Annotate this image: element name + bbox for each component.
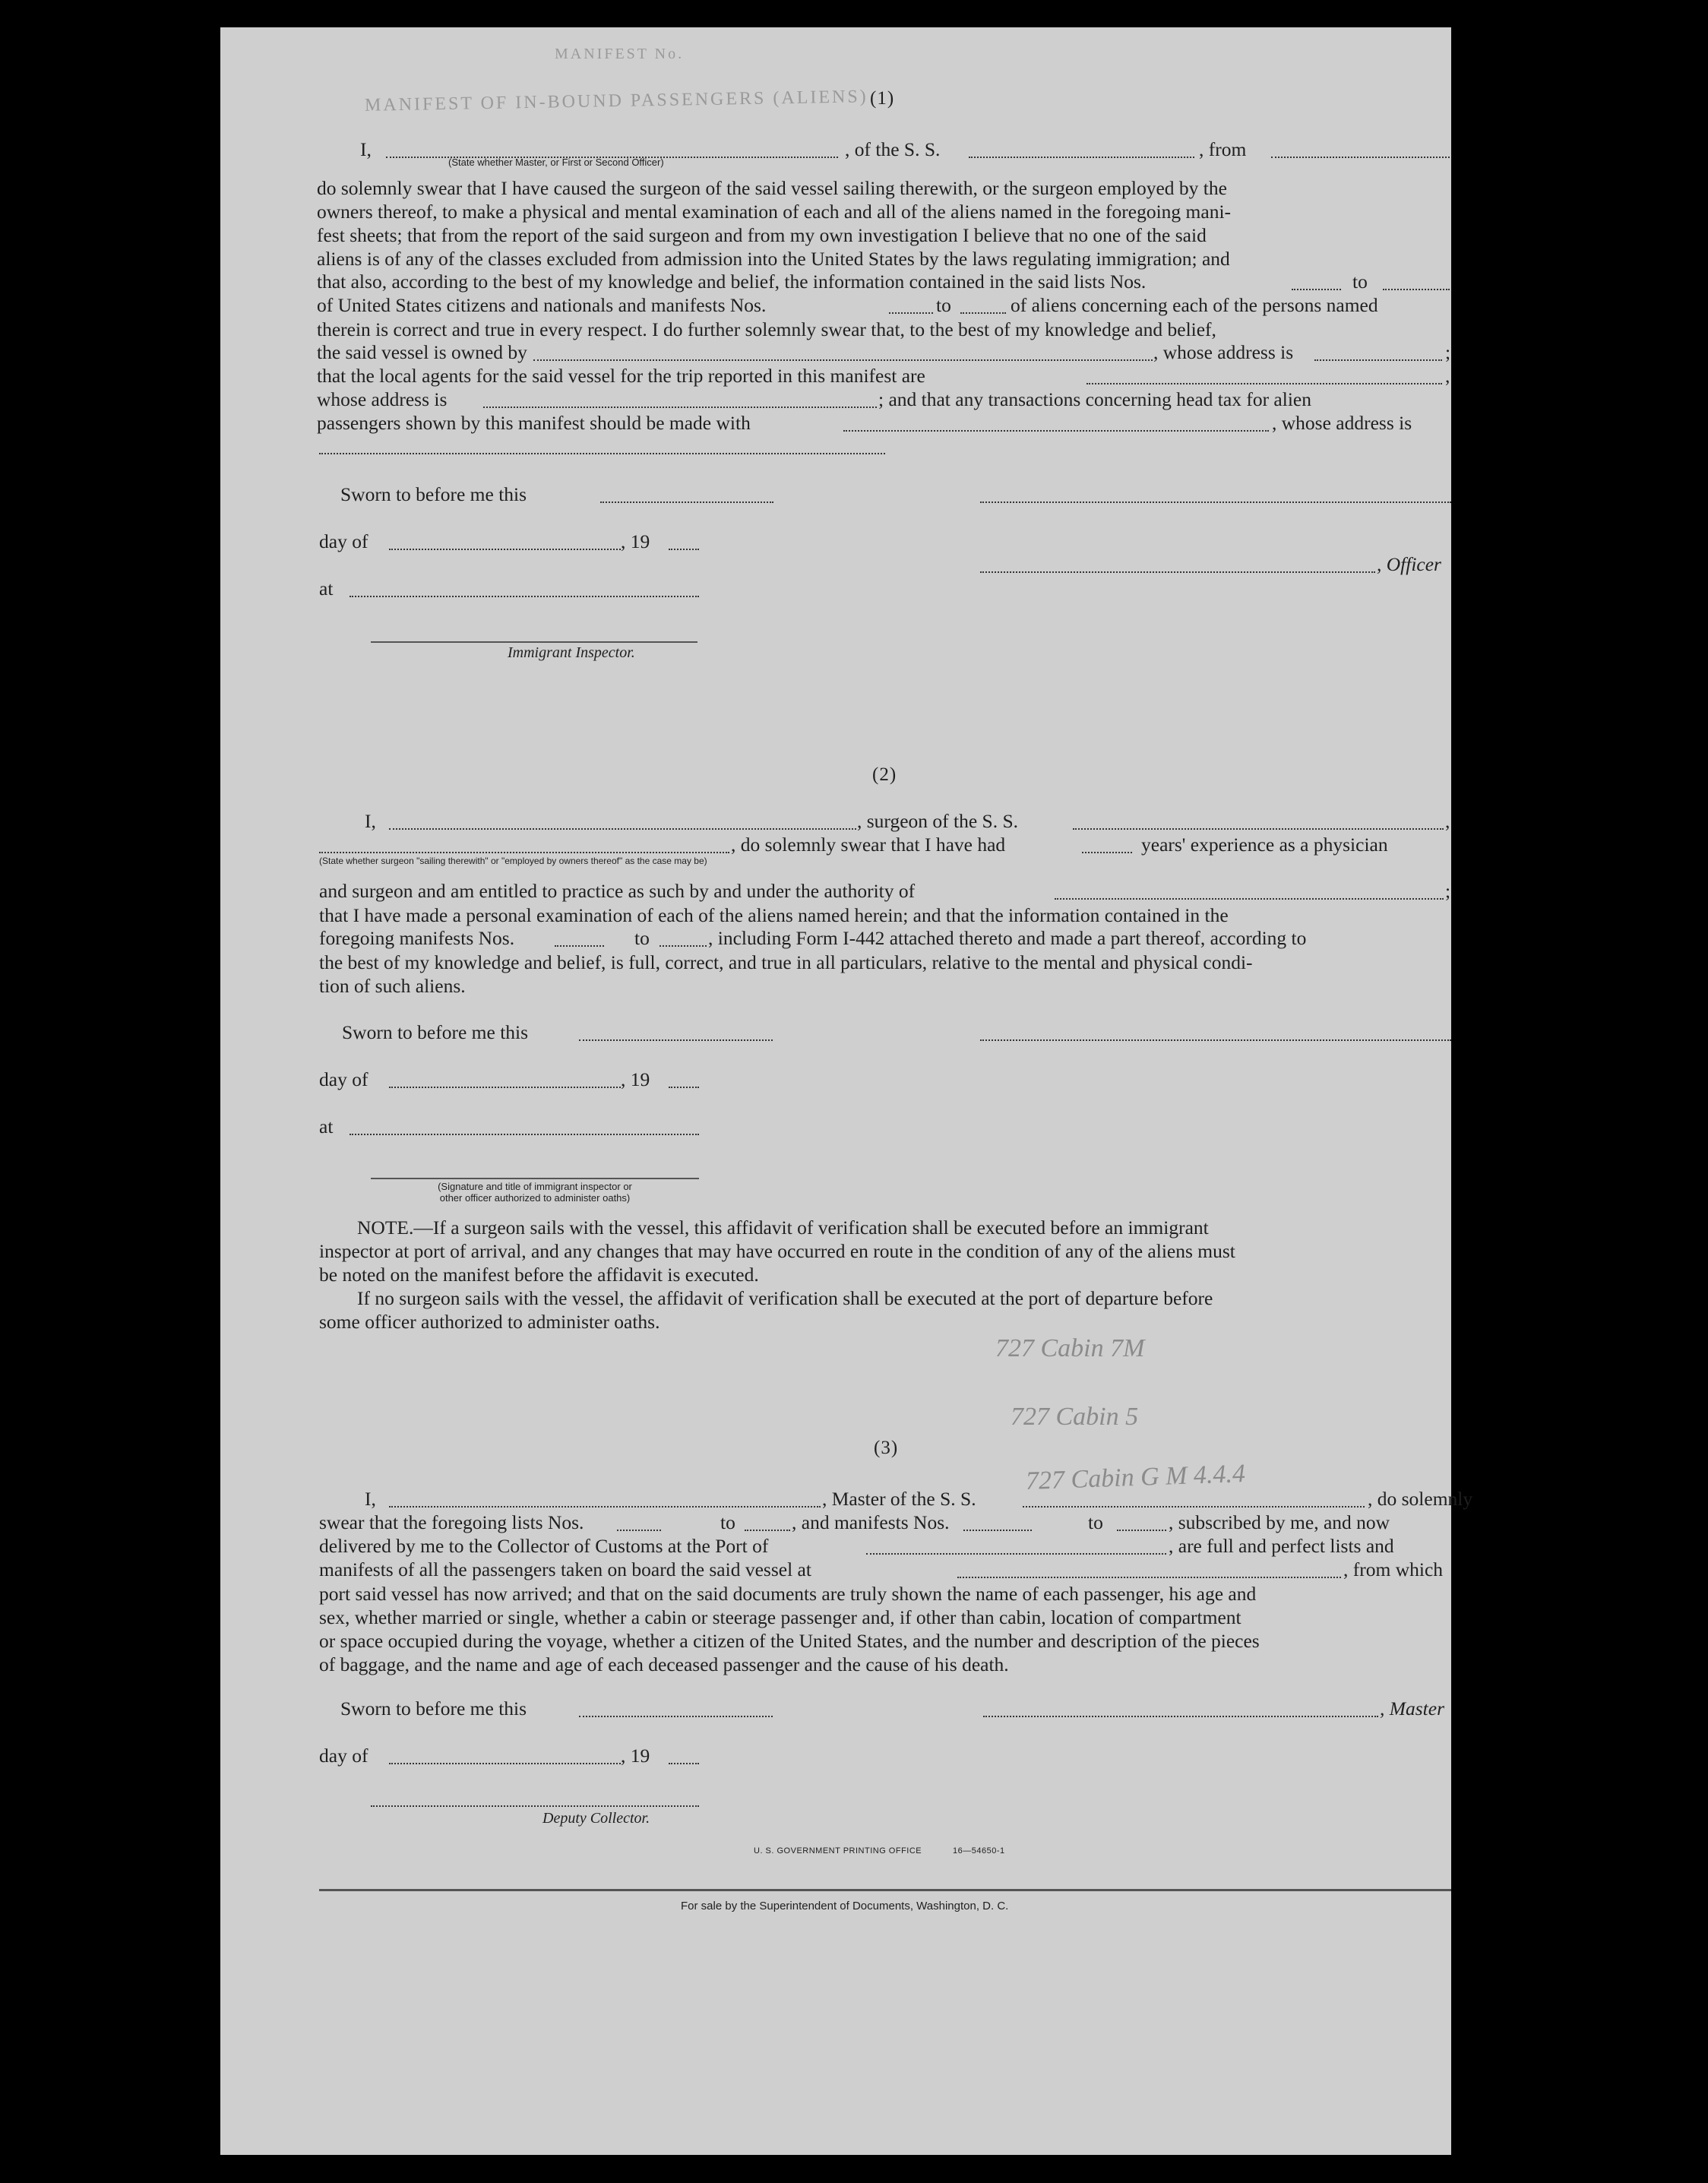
s3-paragraph (319, 1582, 1451, 1676)
binder-hole (1497, 1428, 1535, 1466)
faded-title: MANIFEST OF IN-BOUND PASSENGERS (ALIENS) (364, 87, 868, 115)
s1-inspector-signature-line[interactable] (371, 641, 697, 643)
s3-master-label: , Master of the S. S. (822, 1488, 976, 1510)
s1-agents-address-label: whose address is (317, 388, 448, 410)
s2-form-label: , including Form I-442 attached thereto and made a part thereof, according to (708, 927, 1307, 949)
s3-embark-label: manifests of all the passengers taken on board the said vessel at (319, 1558, 811, 1580)
s2-inspector-signature-line[interactable] (371, 1178, 699, 1179)
footer-rule (319, 1889, 1451, 1891)
binder-hole (1489, 717, 1532, 760)
section-3-number: (3) (874, 1438, 899, 1458)
s1-head-tax-label: ; and that any transactions concerning head tax for alien (878, 388, 1311, 410)
s1-at-blank[interactable] (350, 596, 699, 597)
s2-surgeon-name-blank[interactable] (389, 828, 856, 830)
s2-body-line: tion of such aliens. (319, 975, 466, 997)
handwritten-note: 727 Cabin 5 (1011, 1403, 1139, 1431)
section-1-number: (1) (870, 88, 895, 109)
s3-sworn-label: Sworn to before me this (340, 1697, 527, 1720)
binder-hole (1500, 2052, 1538, 2090)
s1-body-line-6b: of aliens concerning each of the persons named (1011, 294, 1378, 316)
s1-inspector-label: Immigrant Inspector. (508, 644, 635, 661)
s2-to-label: to (634, 927, 650, 949)
s3-year-blank[interactable] (669, 1763, 699, 1764)
s1-sworn-label: Sworn to before me this (340, 483, 527, 505)
s3-day-of-label: day of (319, 1745, 368, 1767)
binder-hole (1518, 1629, 1555, 1666)
s3-subscribed-label: , subscribed by me, and now (1169, 1511, 1390, 1533)
s1-owner-address-blank[interactable] (1314, 359, 1442, 361)
s3-i-label: I, (365, 1488, 376, 1510)
s1-to-label-2: to (936, 294, 951, 316)
s2-authority-blank[interactable] (1055, 898, 1444, 900)
s2-swear-label: , do solemnly swear that I have had (731, 834, 1006, 856)
s1-paragraph (317, 176, 1451, 271)
s1-officer-blank[interactable] (980, 571, 1375, 573)
s3-body-line: port said vessel has now arrived; and that on the said documents are truly shown the name of each passenger, his age and (319, 1583, 1257, 1605)
s1-body-line: therein is correct and true in every respect. I do further solemnly swear that, to the best of my knowledge and belief, (317, 318, 1216, 340)
s1-day-of-label: day of (319, 530, 368, 552)
s2-sworn-date-blank[interactable] (579, 1039, 773, 1041)
s1-body-line: fest sheets; that from the report of the said surgeon and from my own investigation I believe that no one of the said (317, 224, 1207, 246)
s1-head-tax-party-label: passengers shown by this manifest should be made with (317, 412, 751, 434)
s2-paragraph (319, 903, 1451, 927)
s2-manifest-from-blank[interactable] (555, 945, 604, 947)
s3-master-title: , Master (1380, 1697, 1444, 1720)
s1-i-label: I, (360, 138, 372, 160)
form-code: 16—54650-1 (953, 1846, 1005, 1856)
s3-collector-signature-line[interactable] (371, 1805, 699, 1807)
s1-body-line-5: that also, according to the best of my knowledge and belief, the information contained in the said lists Nos. (317, 271, 1147, 293)
s2-body-line: that I have made a personal examination of each of the aliens named herein; and that the information contained in the (319, 904, 1229, 926)
s3-vessel-blank[interactable] (1023, 1506, 1365, 1508)
s3-to-label: to (720, 1511, 735, 1533)
s2-note-line: If no surgeon sails with the vessel, the affidavit of verification shall be executed at the port of departure before (357, 1287, 1213, 1309)
s1-to-label: to (1352, 271, 1368, 293)
s1-year-label: , 19 (621, 530, 650, 552)
s2-signature-note-line: (Signature and title of immigrant inspector or (438, 1181, 632, 1192)
manifest-number-label: MANIFEST No. (555, 46, 685, 62)
s2-manifest-to-blank[interactable] (659, 945, 707, 947)
s3-manifests-to-blank[interactable] (1117, 1530, 1166, 1531)
s1-officer-label: , Officer (1377, 553, 1441, 575)
s3-lists-perfect-label: , are full and perfect lists and (1169, 1535, 1394, 1557)
s3-collector-label: Deputy Collector. (542, 1810, 650, 1827)
s1-of-ss-label: , of the S. S. (845, 138, 941, 160)
section-2-number: (2) (872, 764, 897, 785)
s2-note (319, 1216, 1451, 1334)
s2-body-line: the best of my knowledge and belief, is full, correct, and true in all particulars, relative to the mental and physical condi- (319, 951, 1253, 973)
s2-years-label: years' experience as a physician (1141, 834, 1388, 856)
s3-body-line: sex, whether married or single, whether a cabin or steerage passenger and, if other than cabin, location of compartment (319, 1606, 1241, 1628)
s1-signature-blank[interactable] (980, 501, 1451, 503)
s3-manifests-from-blank[interactable] (963, 1530, 1032, 1531)
s1-body-line: aliens is of any of the classes excluded from admission into the United States by the laws regulating immigration; and (317, 248, 1230, 270)
s1-agents-blank[interactable] (1086, 383, 1442, 384)
s1-officer-note: (State whether Master, or First or Second Officer) (448, 157, 664, 168)
s1-manifest-to-blank[interactable] (960, 312, 1006, 314)
s1-from-blank[interactable] (1271, 157, 1450, 158)
s2-month-blank[interactable] (389, 1087, 621, 1088)
s1-year-blank[interactable] (669, 549, 699, 550)
s1-body-line: do solemnly swear that I have caused the surgeon of the said vessel sailing therewith, or the surgeon employed by the (317, 177, 1227, 199)
s1-owner-blank[interactable] (533, 359, 1153, 361)
gpo-imprint: U. S. GOVERNMENT PRINTING OFFICE (754, 1846, 922, 1856)
manifest-page: MANIFEST No. MANIFEST OF IN-BOUND PASSENGERS (ALIENS) (1) I, , of the S. S. , from (State whether Master, or First or Second Officer) do solemnly swear that I have caused the surgeon of the said vessel sailing therewith, or the surgeon employed by the owners thereof, to make a physical and mental examination of each and all of the aliens named in the foregoing mani- fest sheets; that from the report of the said surgeon and from my own investigation I believe that no one of the said aliens is of any of the classes excluded from admission into the United States by the laws regulating immigration; and that also, according to the best of my knowledge and belief, the information contained in the said lists Nos. to of United States citizens and nationals and manifests Nos. to of aliens concerning each of the persons named therein is correct and true in every respect. I do further solemnly swear that, to the best of my knowledge and belief, the said vessel is owned by , whose address is ; that the local agents for the said vessel for the trip reported in this manifest are , whose address is ; and that any transactions concerning head tax for alien passengers shown by this manifest should be made with , whose address is Sworn to before me this day of , 19 , Officer at Immigrant Inspector. (2) I, , surgeon of the S. S. , , do solemnly swear that I have had years' experience as a physician (State whether surgeon "sailing therewith" or "employed by owners thereof" as the case may be) and surgeon and am entitled to practice as such by and under the authority of ; that I have made a personal examination of each of the aliens named herein; and that the information contained in the foregoing manifests Nos. to , including Form I-442 attached thereto and made a part thereof, according to the best of my knowledge and belief, is full, correct, and true in all particulars, relative to the mental and physical condi- tion of such aliens. Sworn to before me this day of , 19 at (Signature and title of immigrant inspector or other officer authorized to administer oaths) NOTE.—If a surgeon sails with the vessel, this affidavit of verification shall be executed before an immigrant inspector at port of arrival, and any changes that may have occurred en route in the condition of any of the aliens must be noted on the manifest before the affidavit is executed. If no surgeon sails with the vessel, the affidavit of verification shall be executed at the port of departure before some officer authorized to administer oaths. 727 Cabin 7M 727 Cabin 5 727 Cabin G M 4.4.4 (3) I, , Master of the S. S. , do solemnly swear that the foregoing lists Nos. to , and manifests Nos. to , subscribed by me, and now delivered by me to the Collector of Customs at the Port of , are full and perfect lists and manifests of all the passengers taken on board the said vessel at , from which port said vessel has now arrived; and that on the said documents are truly shown the name of each passenger, his age and sex, whether married or single, whether a cabin or steerage passenger and, if other than cabin, location of compartment or space occupied during the voyage, whether a citizen of the United States, and the number and description of the pieces of baggage, and the name and age of each deceased passenger and the cause of his death. Sworn to before me this , Master day of , 19 Deputy Collector. U. S. GOVERNMENT PRINTING OFFICE 16—54650-1 For sale by the Superintendent of Documents, Washington, D. C. (220, 27, 1451, 2155)
handwritten-note: 727 Cabin G M 4.4.4 (1025, 1459, 1246, 1496)
s2-years-blank[interactable] (1082, 852, 1132, 853)
binder-hole (1488, 585, 1530, 628)
s2-day-of-label: day of (319, 1068, 368, 1090)
s3-lists-label: swear that the foregoing lists Nos. (319, 1511, 584, 1533)
s1-head-tax-address-blank[interactable] (319, 453, 885, 454)
s3-lists-to-blank[interactable] (745, 1530, 790, 1531)
s2-signature-note-line: other officer authorized to administer oaths) (439, 1192, 631, 1204)
s1-paragraph-2 (317, 318, 1451, 341)
s3-body-line: of baggage, and the name and age of each deceased passenger and the cause of his death. (319, 1653, 1009, 1675)
s2-i-label: I, (365, 810, 376, 832)
s1-at-label: at (319, 577, 334, 600)
s2-year-blank[interactable] (669, 1087, 699, 1088)
s1-lists-from-blank[interactable] (1292, 289, 1341, 290)
s1-body-line-6: of United States citizens and nationals and manifests Nos. (317, 294, 767, 316)
s3-master-signature-blank[interactable] (983, 1716, 1378, 1717)
s3-body-line: or space occupied during the voyage, whether a citizen of the United States, and the number and description of the pieces (319, 1630, 1260, 1652)
s2-note-line: inspector at port of arrival, and any changes that may have occurred en route in the condition of any of the aliens must (319, 1240, 1235, 1262)
s1-body-line: owners thereof, to make a physical and mental examination of each and all of the aliens named in the foregoing mani- (317, 201, 1232, 223)
s3-from-which-label: , from which (1343, 1558, 1444, 1580)
s2-manifests-label: foregoing manifests Nos. (319, 927, 515, 949)
binder-hole (1509, 498, 1551, 541)
s2-signature-note (371, 1181, 699, 1204)
binder-hole (1488, 210, 1530, 252)
binder-hole (1488, 82, 1530, 125)
s1-sworn-date-blank[interactable] (600, 501, 773, 503)
sale-notice: For sale by the Superintendent of Documents, Washington, D. C. (681, 1900, 1009, 1912)
s2-at-blank[interactable] (350, 1134, 699, 1135)
s1-agents-label: that the local agents for the said vessel for the trip reported in this manifest are (317, 365, 925, 387)
s1-from-label: , from (1199, 138, 1247, 160)
s3-port-blank[interactable] (866, 1553, 1166, 1555)
s3-year-label: , 19 (621, 1745, 650, 1767)
s2-signature-blank[interactable] (980, 1039, 1451, 1041)
s3-to-label-2: to (1088, 1511, 1103, 1533)
s3-month-blank[interactable] (389, 1763, 621, 1764)
s1-lists-to-blank[interactable] (1383, 289, 1450, 290)
s1-owner-address-label: , whose address is (1153, 341, 1294, 363)
s1-month-blank[interactable] (389, 549, 621, 550)
s3-lists-from-blank[interactable] (617, 1530, 661, 1531)
s2-surgeon-label: , surgeon of the S. S. (857, 810, 1019, 832)
s2-note-line: some officer authorized to administer oaths. (319, 1311, 660, 1333)
s2-year-label: , 19 (621, 1068, 650, 1090)
handwritten-note: 727 Cabin 7M (995, 1334, 1145, 1362)
s2-at-label: at (319, 1115, 334, 1137)
s1-owned-by-label: the said vessel is owned by (317, 341, 527, 363)
s2-paragraph-2 (319, 951, 1451, 998)
s2-sworn-label: Sworn to before me this (342, 1021, 529, 1043)
s1-vessel-blank[interactable] (969, 157, 1194, 158)
s1-agents-address-blank[interactable] (483, 407, 877, 408)
s2-vessel-blank[interactable] (1073, 828, 1444, 830)
s2-surgeon-type-note: (State whether surgeon "sailing therewith" or "employed by owners thereof" as the case may be) (319, 856, 707, 866)
s3-sworn-date-blank[interactable] (579, 1716, 773, 1717)
s3-embark-blank[interactable] (957, 1577, 1341, 1578)
s1-manifest-from-blank[interactable] (889, 312, 933, 314)
s3-swear-label: , do solemnly (1368, 1488, 1473, 1510)
s3-manifests-label: , and manifests Nos. (792, 1511, 950, 1533)
s3-port-label: delivered by me to the Collector of Customs at the Port of (319, 1535, 769, 1557)
s2-note-line: be noted on the manifest before the affidavit is executed. (319, 1264, 759, 1286)
s2-surgeon-type-blank[interactable] (319, 852, 729, 853)
binder-hole (1500, 1927, 1538, 1965)
s2-note-line: NOTE.—If a surgeon sails with the vessel, this affidavit of verification shall be executed before an immigrant (357, 1216, 1209, 1239)
s3-master-name-blank[interactable] (389, 1506, 821, 1508)
s1-head-tax-party-blank[interactable] (843, 430, 1269, 432)
s2-authority-label: and surgeon and am entitled to practice as such by and under the authority of (319, 880, 916, 902)
s1-head-tax-address-label: , whose address is (1272, 412, 1412, 434)
